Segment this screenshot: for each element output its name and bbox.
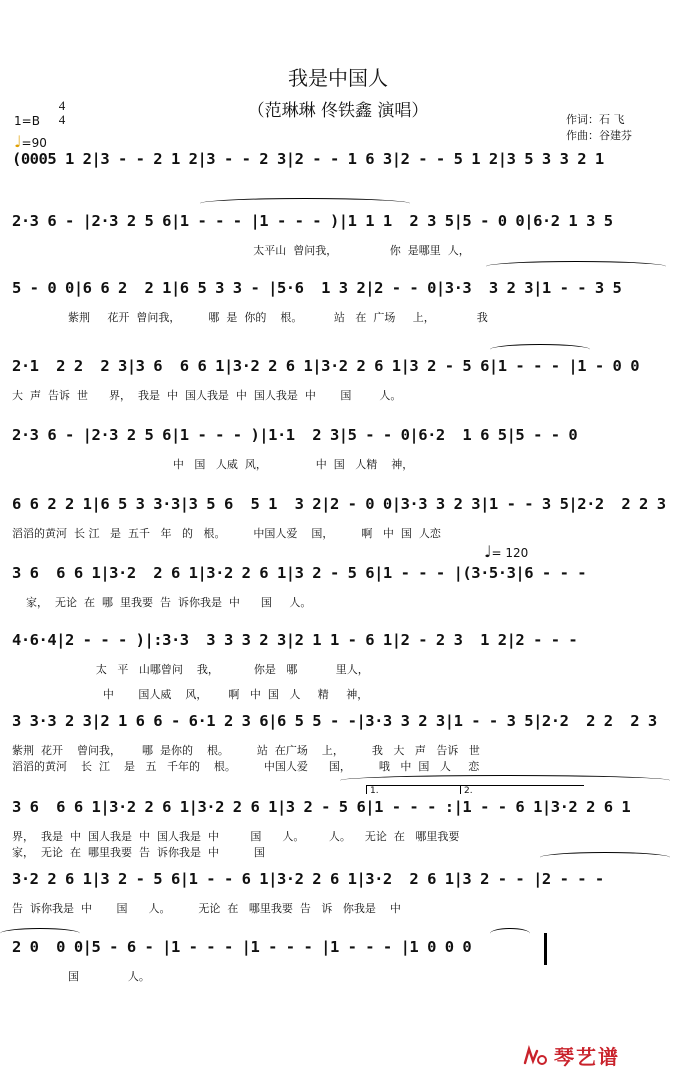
lyric-line: 中 国 人威 风， 中 国 人精 神， [12, 458, 414, 471]
notation-line: (0005 1 2|3 - - 2 1 2|3 - - 2 3|2 - - 1 6 3|2 - - 5 1 2|3 5 3 3 2 1 [12, 150, 604, 168]
notation-line: 4·6·4|2 - - - )|:3·3 3 3 3 2 3|2 1 1 - 6 1|2 - 2 3 1 2|2 - - - [12, 631, 587, 649]
first-ending-bracket: 1. [366, 785, 460, 794]
score-row-5 [12, 426, 668, 496]
lyric-line: 太 平 山哪曾问 我， 你是 哪 里人， [12, 663, 369, 676]
composer-credit: 作曲：谷建芬 [566, 129, 632, 142]
lyric-line-2: 滔滔的黄河 长 江 是 五 千年的 根。 中国人爱 国， 哦 中 国 人 恋 [12, 760, 480, 773]
tempo-marking [14, 132, 47, 151]
tie-arc [540, 852, 670, 863]
lyric-line: 太平山 曾问我， 你 是哪里 人， [12, 244, 470, 257]
tempo-value-2: = 120 [491, 546, 529, 560]
lyric-line: 家， 无论 在 哪 里我要 告 诉你我是 中 国 人。 [12, 596, 312, 609]
tie-arc [490, 344, 590, 355]
tie-arc [486, 261, 666, 272]
score-row-1 [12, 150, 668, 220]
score-row-6 [12, 495, 668, 565]
score-row-7 [12, 564, 668, 634]
notation-line: 3·2 2 6 1|3 2 - 5 6|1 - - 6 1|3·2 2 6 1|3·2 2 6 1|3 2 - - |2 - - - [12, 870, 613, 888]
notation-line: 2·3 6 - |2·3 2 5 6|1 - - - )|1·1 2 3|5 - - 0|6·2 1 6 5|5 - - 0 [12, 426, 578, 444]
notation-line: 3 6 6 6 1|3·2 2 6 1|3·2 2 6 1|3 2 - 5 6|1 - - - |(3·5·3|6 - - - [12, 564, 595, 582]
lyric-line: 滔滔的黄河 长 江 是 五千 年 的 根。 中国人爱 国， 啊 中 国 人恋 [12, 527, 441, 540]
score-row-9 [12, 712, 668, 782]
lyric-line: 告 诉你我是 中 国 人。 无论 在 哪里我要 告 诉 你我是 中 [12, 902, 401, 915]
lyric-line-2: 家， 无论 在 哪里我要 告 诉你我是 中 国 [12, 846, 265, 859]
lyric-line: 国 人。 [12, 970, 150, 983]
qinyipu-logo-icon [522, 1045, 548, 1067]
score-row-3 [12, 279, 668, 349]
lyric-line: 紫荆 花开 曾问我， 哪 是 你的 根。 站 在 广场 上， 我 [12, 311, 488, 324]
notation-line: 2·3 6 - |2·3 2 5 6|1 - - - |1 - - - )|1 1 1 2 3 5|5 - 0 0|6·2 1 3 5 [12, 212, 613, 230]
lyric-line-2: 中 国人威 风， 啊 中 国 人 精 神， [12, 688, 369, 701]
time-signature-bottom: 4 [58, 112, 66, 127]
lyricist-credit: 作词：石 飞 [566, 113, 625, 126]
lyric-line: 界， 我是 中 国人我是 中 国人我是 中 国 人。 人。 无论 在 哪里我要 [12, 830, 460, 843]
tie-arc [0, 928, 80, 939]
final-barline [544, 933, 547, 965]
notation-line: 2·1 2 2 2 3|3 6 6 6 1|3·2 2 6 1|3·2 2 6 1|3 2 - 5 6|1 - - - |1 - 0 0 [12, 357, 640, 375]
tempo-value: =90 [21, 136, 47, 150]
lyric-line: 大 声 告诉 世 界， 我是 中 国人我是 中 国人我是 中 国 人。 [12, 389, 402, 402]
second-ending-bracket: 2. [460, 785, 584, 794]
page-title: 我是中国人 [288, 66, 388, 90]
notation-line: 5 - 0 0|6 6 2 2 1|6 5 3 3 - |5·6 1 3 2|2 - - 0|3·3 3 2 3|1 - - 3 5 [12, 279, 622, 297]
notation-line: 3 6 6 6 1|3·2 2 6 1|3·2 2 6 1|3 2 - 5 6|1 - - - :|1 - - 6 1|3·2 2 6 1 [12, 798, 631, 816]
tie-arc [490, 928, 530, 939]
score-row-4 [12, 357, 668, 427]
watermark-text: 琴艺谱 [554, 1045, 620, 1069]
notation-line: 3 3·3 2 3|2 1 6 6 - 6·1 2 3 6|6 5 5 - -|3·3 3 2 3|1 - - 3 5|2·2 2 2 2 3 [12, 712, 657, 730]
time-signature-top: 4 [58, 98, 66, 113]
quarter-note-icon: ♩ [484, 542, 492, 561]
time-signature [55, 99, 69, 127]
key-signature: 1=B [14, 114, 40, 128]
page-subtitle: （范琳琳 佟铁鑫 演唱） [247, 101, 429, 121]
score-row-12 [12, 938, 668, 1008]
quarter-note-icon: ♩ [14, 132, 22, 151]
site-watermark [522, 1041, 620, 1070]
score-row-8 [12, 631, 668, 701]
notation-line: 2 0 0 0|5 - 6 - |1 - - - |1 - - - |1 - - - |1 0 0 0 [12, 938, 472, 956]
lyric-line: 紫荆 花开 曾问我， 哪 是你的 根。 站 在广场 上， 我 大 声 告诉 世 [12, 744, 480, 757]
tie-arc [200, 198, 410, 209]
notation-line: 6 6 2 2 1|6 5 3 3·3|3 5 6 5 1 3 2|2 - 0 0|3·3 3 2 3|1 - - 3 5|2·2 2 2 3 [12, 495, 666, 513]
score-row-11 [12, 870, 668, 940]
